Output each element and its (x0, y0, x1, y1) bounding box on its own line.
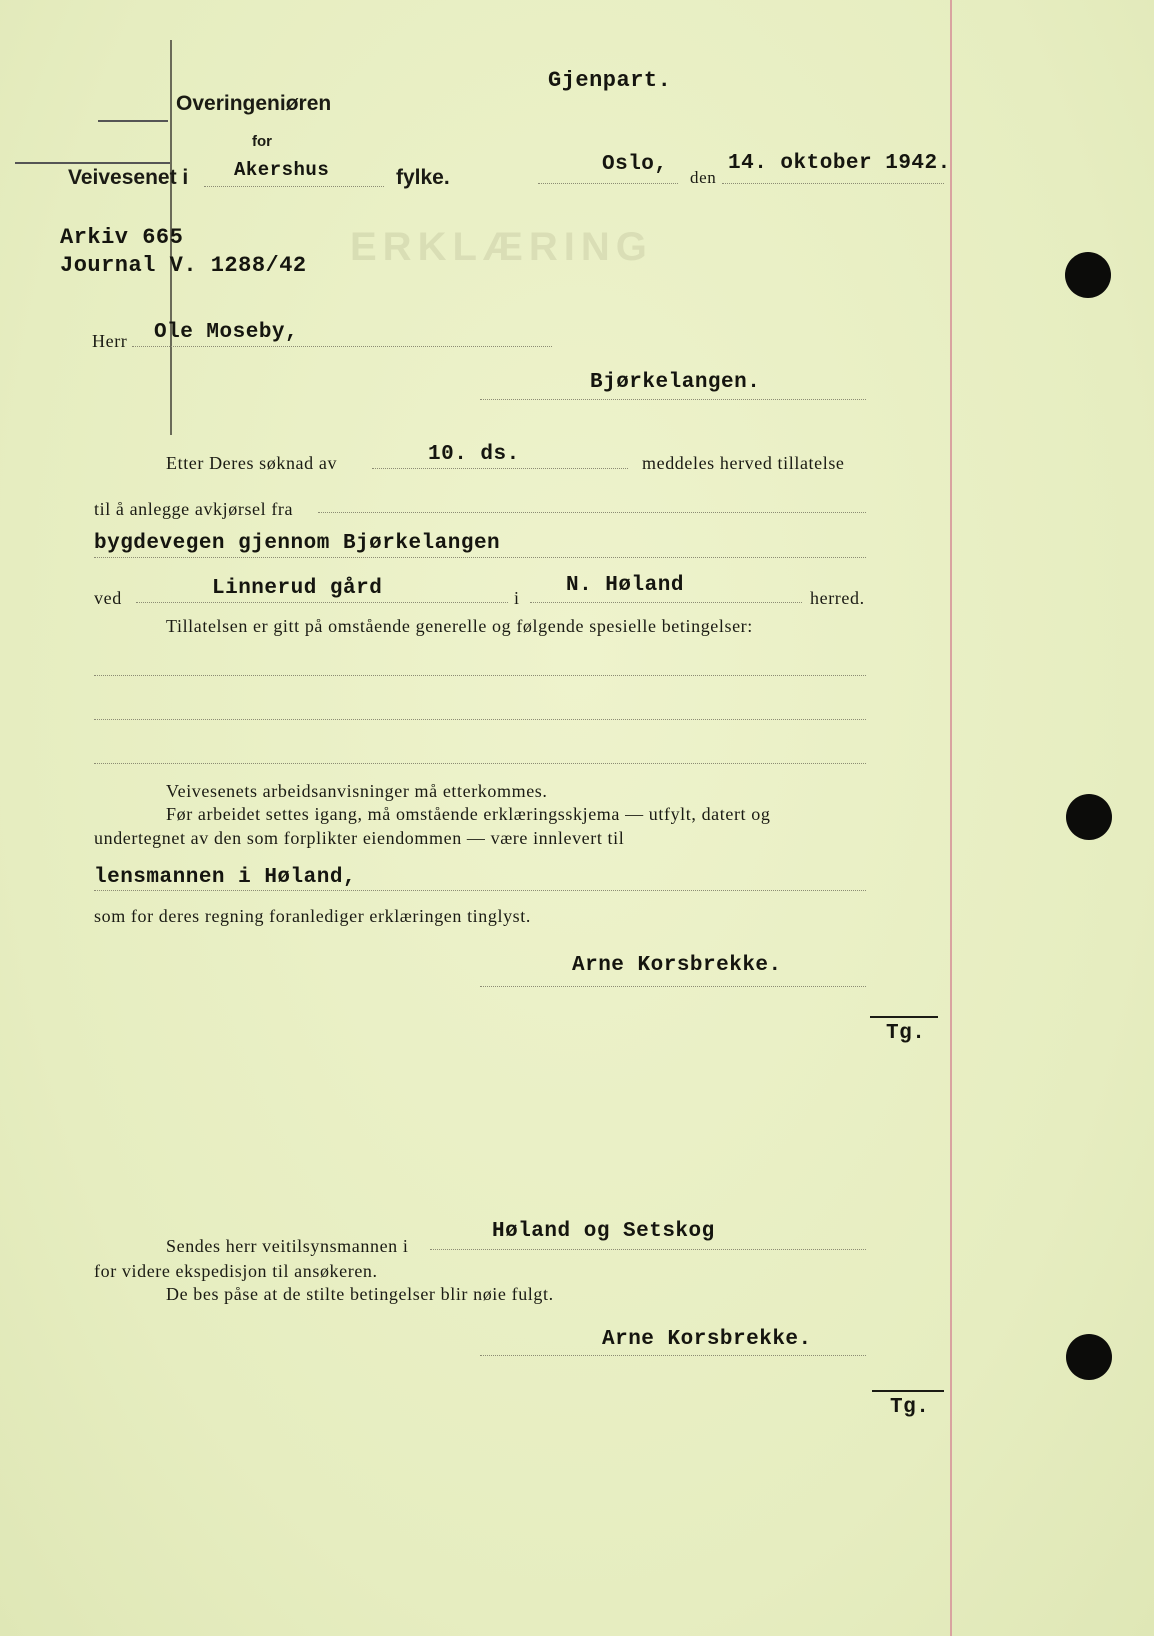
tg-2: Tg. (890, 1396, 930, 1419)
instructions-text: Veivesenets arbeidsanvisninger må etterkommes. (166, 781, 548, 801)
meddeles-label: meddeles herved tillatelse (642, 453, 845, 473)
city-value: Oslo, (602, 153, 668, 176)
county-line (204, 186, 384, 187)
tg-2-rule (872, 1390, 944, 1392)
condition-line-1 (94, 675, 866, 676)
veivesenet-label: Veivesenet i (68, 166, 189, 189)
til-line (318, 512, 866, 513)
tg-1: Tg. (886, 1022, 926, 1045)
signature-2-line (480, 1355, 866, 1356)
i-label: i (514, 588, 520, 608)
signature-2: Arne Korsbrekke. (602, 1328, 812, 1351)
registration-text: som for deres regning foranlediger erklæringen tinglyst. (94, 906, 531, 926)
date-line (722, 183, 944, 184)
forwarding-text: for videre ekspedisjon til ansøkeren. (94, 1261, 378, 1281)
arkiv-ref: Arkiv 665 (60, 225, 184, 250)
journal-ref: Journal V. 1288/42 (60, 253, 307, 278)
sendes-text: Sendes herr veitilsynsmannen i (166, 1236, 409, 1256)
county-value: Akershus (234, 159, 330, 181)
signature-1: Arne Korsbrekke. (572, 954, 782, 977)
tg-1-rule (870, 1016, 938, 1018)
recipient-place: Bjørkelangen. (590, 371, 761, 394)
recipient-name: Ole Moseby, (154, 321, 299, 344)
declaration-text-1: Før arbeidet settes igang, må omstående erklæringsskjema — utfylt, datert og (166, 804, 771, 824)
for-label: for (252, 133, 272, 150)
municipality-line (530, 602, 802, 603)
municipality-value: N. Høland (566, 574, 684, 597)
condition-line-3 (94, 763, 866, 764)
copy-mark: Gjenpart. (548, 68, 672, 93)
ved-label: ved (94, 588, 122, 608)
app-date-line (372, 468, 628, 469)
lensmann-value: lensmannen i Høland, (94, 866, 357, 889)
district-value: Høland og Setskog (492, 1220, 715, 1243)
road-value: bygdevegen gjennom Bjørkelangen (94, 532, 501, 555)
city-line (538, 183, 678, 184)
margin-line (950, 0, 952, 1636)
lensmann-line (94, 890, 866, 891)
herred-label: herred. (810, 588, 865, 608)
farm-value: Linnerud gård (212, 577, 383, 600)
den-label: den (690, 168, 717, 187)
punch-hole-bottom (1066, 1334, 1112, 1380)
conditions-text: Tillatelsen er gitt på omstående generelle og følgende spesielle betingelser: (166, 616, 753, 636)
herr-label: Herr (92, 331, 128, 351)
farm-line (136, 602, 508, 603)
condition-line-2 (94, 719, 866, 720)
punch-hole-middle (1066, 794, 1112, 840)
office-title: Overingeniøren (176, 92, 332, 115)
place-line (480, 399, 866, 400)
road-line (94, 557, 866, 558)
date-value: 14. oktober 1942. (728, 152, 951, 175)
bleed-through-text: ERKLÆRING (350, 225, 653, 269)
district-line (430, 1249, 866, 1250)
declaration-text-2: undertegnet av den som forplikter eiendommen — være innlevert til (94, 828, 625, 848)
til-label: til å anlegge avkjørsel fra (94, 499, 294, 519)
header-rule-1 (98, 120, 168, 122)
compliance-text: De bes påse at de stilte betingelser blir nøie fulgt. (166, 1284, 554, 1304)
etter-label: Etter Deres søknad av (166, 453, 338, 473)
name-line (132, 346, 552, 347)
punch-hole-top (1065, 252, 1111, 298)
signature-1-line (480, 986, 866, 987)
fylke-label: fylke. (396, 166, 450, 189)
application-date: 10. ds. (428, 443, 520, 466)
header-rule-2 (15, 162, 170, 164)
